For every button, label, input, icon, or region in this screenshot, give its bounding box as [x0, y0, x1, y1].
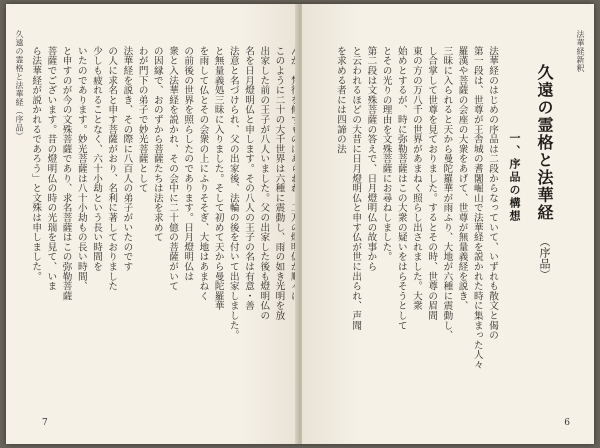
text-line: 法華経を説き、その際に八百人の弟子がいたのです — [121, 46, 133, 272]
text-line: と申すのが今の文殊菩薩であり、求名菩薩はこの弥勒菩薩 — [60, 46, 72, 301]
text-line: 法意と名づけられ、父の出家後、法輪の後を付いて出家しました。 — [227, 46, 239, 340]
left-page-number: 7 — [42, 418, 48, 428]
text-line: し合掌して世尊を見ておりました。するとその時、世尊の眉間 — [426, 46, 438, 321]
text-line: と無量義処三昧に入りました。そして初めて天から曼陀羅華 — [212, 46, 224, 311]
text-line: を求める者には四諦の法 — [334, 46, 346, 154]
right-running-head: 法華経新釈 — [576, 30, 585, 73]
text-line: 東の方の万八千の世界があまねく照らし出されました。大衆 — [410, 46, 422, 311]
text-line: の因縁で、おのずから菩薩たちは法を求めて — [151, 46, 163, 242]
text-line: 少しも疲れることなく、六十小劫という長い時間を — [91, 46, 103, 272]
text-line: 衆と入法華経を説かれ、その会中に二十億の菩薩がいて — [167, 46, 179, 291]
text-line: と云われるほどの大昔に日月燈明仏と申す仏が世に出られ、声聞 — [350, 46, 362, 331]
text-line: 出家した前の王子が八人いました。父の出家した後も燈明仏の — [258, 46, 270, 321]
chapter-title: 久遠の霊格と法華経 — [535, 64, 554, 222]
text-line: 羅漢や菩薩の会座の大衆をあげて、世尊が無量義経を説き、 — [456, 46, 468, 311]
right-body-text — [333, 46, 500, 369]
text-line: の前後の世界を照らしたのであります。日月燈明仏は — [182, 46, 194, 282]
text-line: 第一段は、世尊が王舎城の耆闍崛山で法華経を説かれた時に集まった人々 — [471, 46, 483, 370]
text-line: ら法華経が説かれるであろう」と文殊は申しました。 — [30, 46, 42, 282]
right-page — [302, 4, 594, 444]
text-line: とその光りの理由を文殊菩薩にお尋ねしました。 — [380, 46, 392, 262]
text-line: 法華経のはじめの序品は二段からなっていて、いずれも散文と偈の — [487, 46, 498, 340]
text-line: を雨して仏とその会衆の上にふりそそぎ、大地はあまねく — [197, 46, 209, 301]
text-line: の人に求名と申す菩薩がおり、名利に著しておりました — [106, 46, 118, 291]
text-line: 第二段は文殊菩薩の答えで、日月燈明仏の故事から — [365, 46, 377, 272]
text-line: 名を日月燈明仏と申します。その八人の王子の名は有意・善 — [243, 46, 255, 311]
text-line: 菩薩でございます。昔の燈明仏の時の光瑞を見て、いま — [45, 46, 57, 291]
text-line: 始めとするが、時に弥勒菩薩はこの大衆の疑いをはらそうとして — [395, 46, 407, 331]
left-page — [6, 4, 298, 444]
right-page-number: 6 — [564, 418, 570, 428]
text-line: いたのであります。妙光菩薩は八十小劫もの長い時間、 — [75, 46, 87, 291]
book-spread — [6, 4, 594, 444]
chapter-subtitle: （序品） — [538, 236, 551, 280]
text-line: わが門下の弟子で妙光菩薩として — [136, 46, 148, 193]
section-title: 一、序品の構想 — [508, 132, 521, 223]
text-line: このように二十の大千世界は六種に震動し、雨の如き光明を放 — [273, 46, 285, 321]
left-body-text — [28, 46, 302, 340]
left-running-head: 久遠の霊格と法華経（序品） — [15, 30, 24, 141]
text-line: 三昧に入られると天から曼陀羅華が雨ふり、大地が六種に震動し、 — [441, 46, 453, 340]
